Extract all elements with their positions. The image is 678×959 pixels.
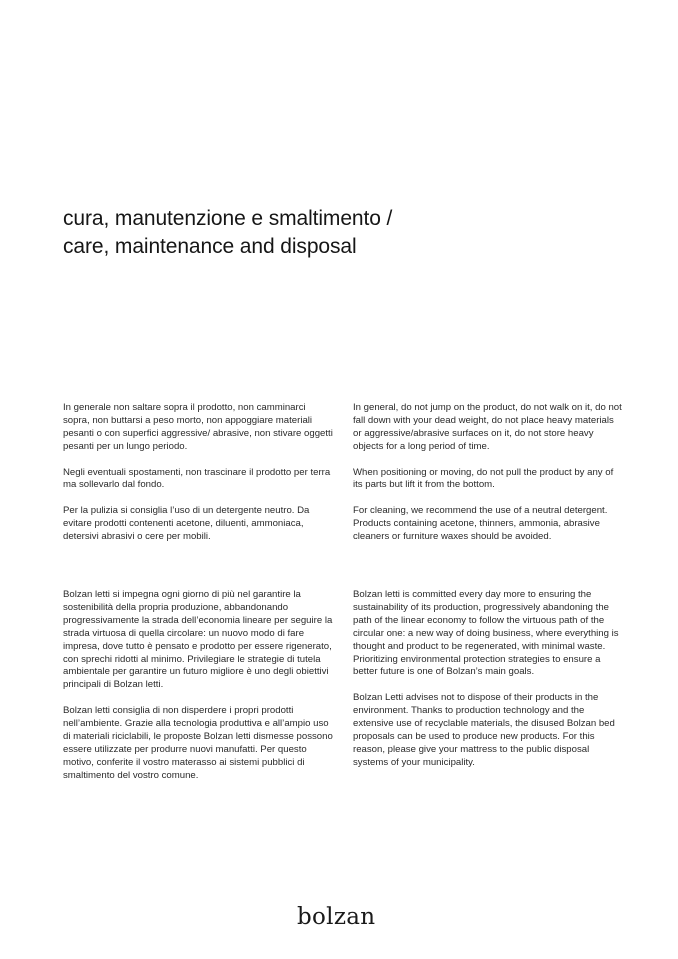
sustainability-paragraph-commitment-it: Bolzan letti si impegna ogni giorno di più nel garantire la sostenibilità della propria produzione, abbandonando progressivamente la strada dell’economia lineare per seguire la strada virtuosa di quella circolare: un nuovo modo di fare impresa, dove tutto è pensato e prodotto per essere rigenerato, con sprechi ridotti al minimo. Privilegiare le strategie di tutela ambientale per garantire un futuro migliore è uno degli obiettivi principali di Bolzan letti.	[63, 589, 333, 691]
care-text-english	[353, 402, 623, 544]
care-paragraph-moving-it: Negli eventuali spostamenti, non trascinare il prodotto per terra ma sollevarlo dal fondo.	[63, 466, 331, 491]
care-paragraph-cleaning-en: For cleaning, we recommend the use of a neutral detergent. Products containing acetone, thinners, ammonia, abrasive cleaners or furniture waxes should be avoided.	[353, 505, 608, 543]
sustainability-paragraph-disposal-en: Bolzan Letti advises not to dispose of their products in the environment. Thanks to production technology and the extensive use of recyclable materials, the disused Bolzan bed proposals can be used to produce new products. For this reason, please give your mattress to the public disposal systems of your municipality.	[353, 692, 615, 768]
bolzan-logo: bolzan	[297, 904, 376, 930]
sustainability-paragraph-commitment-en: Bolzan letti is committed every day more to ensuring the sustainability of its production, progressively abandoning the path of the linear economy to follow the virtuous path of the circular one: a new way of doing business, where everything is thought and product to be regenerated, with minimal waste. Prioritizing environmental protection strategies to ensure a better future is one of Bolzan’s main goals.	[353, 589, 619, 678]
care-paragraph-general-it: In generale non saltare sopra il prodotto, non camminarci sopra, non buttarsi a peso morto, non appoggiare materiali pesanti o con superfici aggressive/ abrasive, non stivare oggetti pesanti per un lungo periodo.	[63, 402, 333, 452]
care-paragraph-moving-en: When positioning or moving, do not pull the product by any of its parts but lift it from the bottom.	[353, 466, 614, 491]
care-text-italian	[63, 402, 333, 544]
sustainability-text-italian	[63, 589, 333, 783]
sustainability-paragraph-disposal-it: Bolzan letti consiglia di non disperdere i propri prodotti nell’ambiente. Grazie alla tecnologia produttiva e all’ampio uso di materiali riciclabili, le proposte Bolzan letti dismesse possono essere utilizzate per produrre nuovi manufatti. Per questo motivo, conferite il vostro materasso ai sistemi pubblici di smaltimento del vostro comune.	[63, 705, 333, 781]
care-paragraph-general-en: In general, do not jump on the product, do not walk on it, do not fall down with your dead weight, do not place heavy materials or aggressive/abrasive surfaces on it, do not store heavy objects for a long period of time.	[353, 402, 622, 452]
page-title	[63, 205, 623, 261]
sustainability-text-english	[353, 589, 623, 770]
page-title-line-italian: cura, manutenzione e smaltimento /	[63, 207, 393, 230]
care-paragraph-cleaning-it: Per la pulizia si consiglia l’uso di un detergente neutro. Da evitare prodotti contenenti acetone, diluenti, ammoniaca, detersivi abrasivi o cere per mobili.	[63, 505, 310, 543]
page-title-line-english: care, maintenance and disposal	[63, 235, 357, 258]
